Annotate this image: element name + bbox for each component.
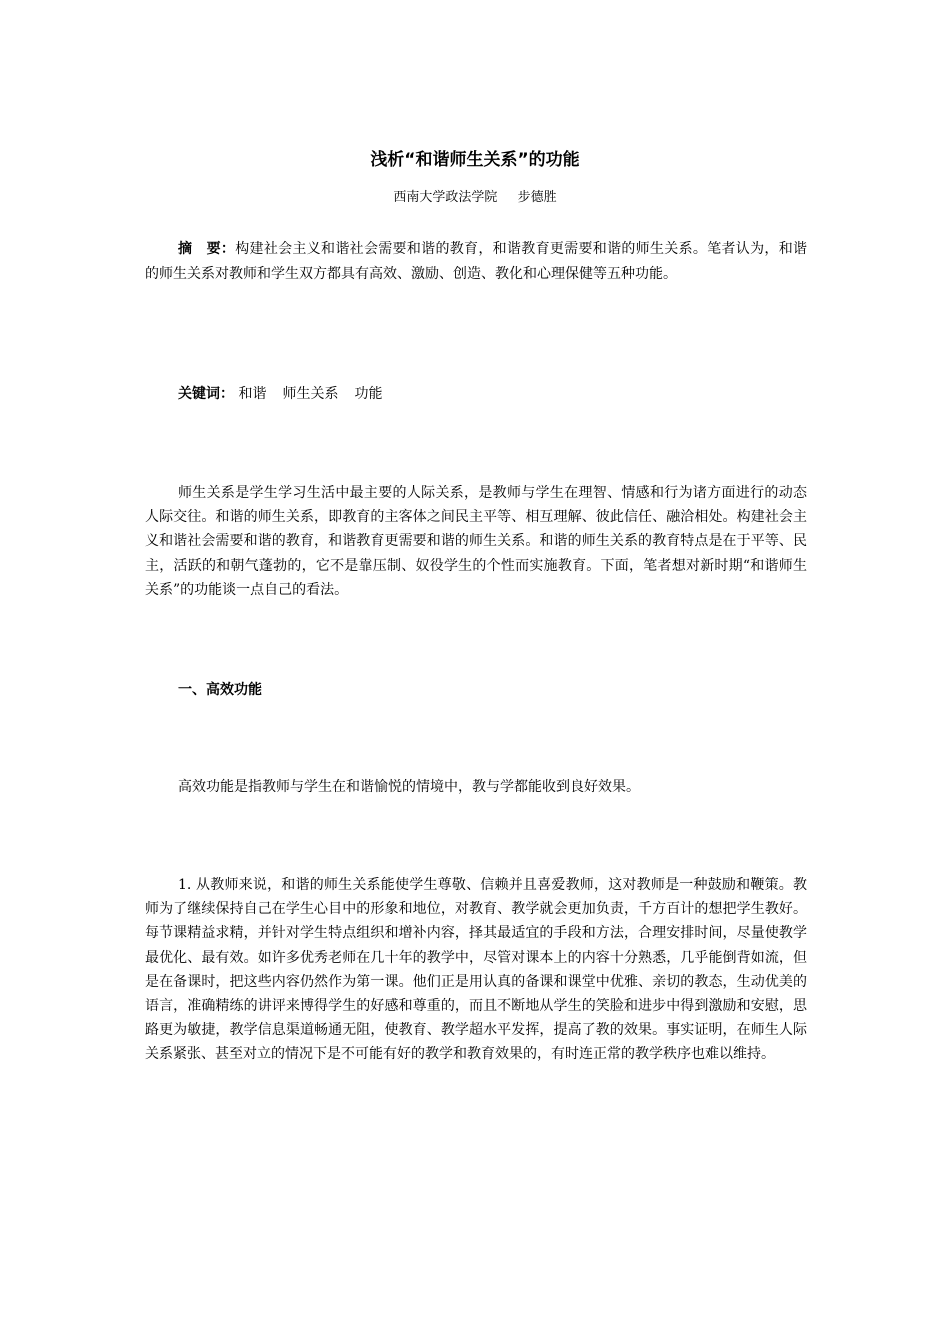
- author-name: 步德胜: [517, 190, 557, 205]
- keyword-item: 功能: [354, 386, 383, 402]
- keyword-item: 和谐: [238, 386, 267, 402]
- document-title: 浅析“和谐师生关系”的功能: [370, 150, 580, 170]
- author-line: [0, 189, 950, 207]
- intro-paragraph: 师生关系是学生学习生活中最主要的人际关系，是教师与学生在理智、情感和行为诸方面进行的动态人际交往。和谐的师生关系，即教育的主客体之间民主平等、相互理解、彼此信任、融洽相处。构建社会主义和谐社会需要和谐的教育，和谐教育更需要和谐的师生关系。和谐的师生关系的教育特点是在于平等、民主，活跃的和朝气蓬勃的，它不是靠压制、奴役学生的个性而实施教育。下面，笔者想对新时期“和谐师生关系”的功能谈一点自己的看法。: [145, 485, 807, 598]
- section-point-paragraph: 1. 从教师来说，和谐的师生关系能使学生尊敬、信赖并且喜爱教师，这对教师是一种鼓励和鞭策。教师为了继续保持自己在学生心目中的形象和地位，对教育、教学就会更加负责，千方百计的想把学生教好。每节课精益求精，并针对学生特点组织和增补内容，择其最适宜的手段和方法，合理安排时间，尽量使教学最优化、最有效。如许多优秀老师在几十年的教学中，尽管对课本上的内容十分熟悉，几乎能倒背如流，但是在备课时，把这些内容仍然作为第一课。他们正是用认真的备课和课堂中优雅、亲切的教态，生动优美的语言，准确精练的讲评来博得学生的好感和尊重的，而且不断地从学生的笑脸和进步中得到激励和安慰，思路更为敏捷，教学信息渠道畅通无阻，使教育、教学超水平发挥，提高了教的效果。事实证明，在师生人际关系紧张、甚至对立的情况下是不可能有好的教学和教育效果的，有时连正常的教学秩序也难以维持。: [145, 877, 807, 1063]
- section-intro-paragraph: 高效功能是指教师与学生在和谐愉悦的情境中，教与学都能收到良好效果。: [178, 779, 640, 795]
- abstract: [145, 237, 807, 287]
- keyword-item: 师生关系: [282, 386, 339, 402]
- keywords: [145, 382, 807, 406]
- abstract-text: 构建社会主义和谐社会需要和谐的教育，和谐教育更需要和谐的师生关系。笔者认为，和谐的师生关系对教师和学生双方都具有高效、激励、创造、教化和心理保健等五种功能。: [145, 241, 808, 282]
- abstract-label: 摘 要：: [178, 241, 236, 257]
- author-affiliation: 西南大学政法学院: [393, 190, 498, 205]
- keywords-label: 关键词：: [178, 386, 234, 402]
- section-heading: 一、高效功能: [178, 682, 262, 698]
